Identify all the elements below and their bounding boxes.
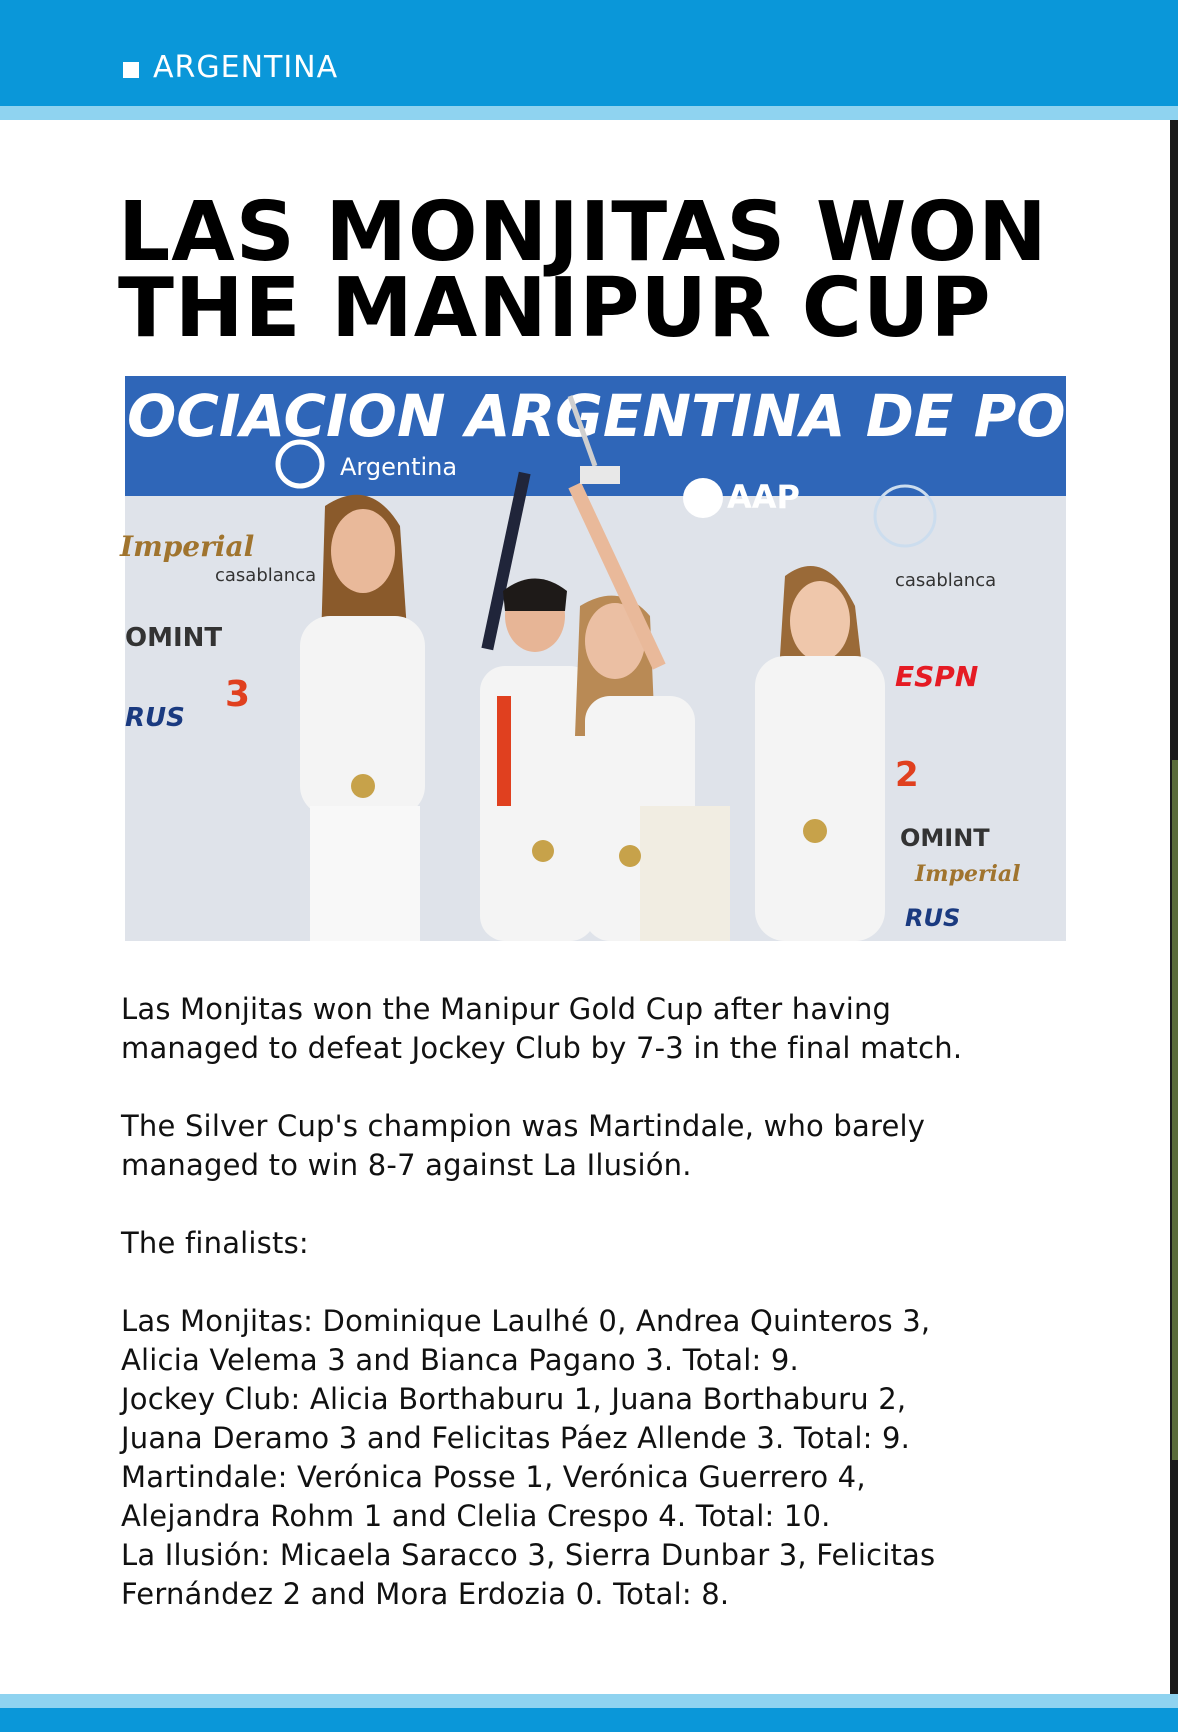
article-photo: [40, 376, 1150, 941]
sponsor-imperial-2: Imperial: [915, 861, 1021, 887]
jersey-number-2: 2: [895, 755, 919, 795]
article-body: [121, 990, 1061, 1614]
finalists-line-1: Las Monjitas: Dominique Laulhé 0, Andrea Quinteros 3,: [121, 1304, 931, 1338]
sponsor-omint-2: OMINT: [900, 824, 990, 852]
article-title-line-1: LAS MONJITAS WON: [118, 185, 1048, 280]
aap-logo-icon: [683, 478, 723, 518]
argentina-logo-text: Argentina: [340, 453, 458, 481]
paragraph-1-line-1: Las Monjitas won the Manipur Gold Cup after having: [121, 992, 892, 1026]
paragraph-2-line-2: managed to win 8-7 against La Ilusión.: [121, 1148, 692, 1182]
footer-bar: [0, 1708, 1178, 1732]
finalists-line-5: Martindale: Verónica Posse 1, Verónica Guerrero 4,: [121, 1460, 866, 1494]
paragraph-1-line-2: managed to defeat Jockey Club by 7-3 in the final match.: [121, 1031, 963, 1065]
sponsor-casablanca-2: casablanca: [895, 570, 997, 591]
article-title-line-2: THE MANIPUR CUP: [118, 261, 992, 356]
finalists-line-3: Jockey Club: Alicia Borthaburu 1, Juana Borthaburu 2,: [121, 1382, 907, 1416]
aap-logo-text: AAP: [727, 478, 800, 516]
sponsor-imperial: Imperial: [120, 530, 255, 563]
finalists-line-6: Alejandra Rohm 1 and Clelia Crespo 4. Total: 10.: [121, 1499, 831, 1533]
jersey-number-3: 3: [225, 674, 251, 715]
header-accent-stripe: [0, 106, 1178, 120]
finalists-line-7: La Ilusión: Micaela Saracco 3, Sierra Dunbar 3, Felicitas: [121, 1538, 936, 1572]
finalists-line-2: Alicia Velema 3 and Bianca Pagano 3. Total: 9.: [121, 1343, 799, 1377]
banner-text: ASOCIACION ARGENTINA DE POLO: [40, 382, 1150, 450]
sponsor-rus: RUS: [125, 703, 185, 733]
sponsor-espn: ESPN: [895, 660, 979, 693]
sponsor-omint: OMINT: [125, 623, 223, 653]
section-label: ARGENTINA: [153, 50, 339, 85]
finalists-line-8: Fernández 2 and Mora Erdozia 0. Total: 8.: [121, 1577, 730, 1611]
paragraph-2-line-1: The Silver Cup's champion was Martindale, who barely: [121, 1109, 926, 1143]
finalists-line-4: Juana Deramo 3 and Felicitas Páez Allende 3. Total: 9.: [121, 1421, 911, 1455]
article-title: [118, 185, 1098, 356]
sponsor-casablanca: casablanca: [215, 565, 317, 586]
sponsor-rus-2: RUS: [905, 904, 961, 932]
footer-accent-stripe: [0, 1694, 1178, 1708]
page-edge-photo: [1172, 760, 1178, 1460]
section-bullet-icon: [123, 62, 139, 78]
finalists-heading: The finalists:: [121, 1226, 309, 1260]
